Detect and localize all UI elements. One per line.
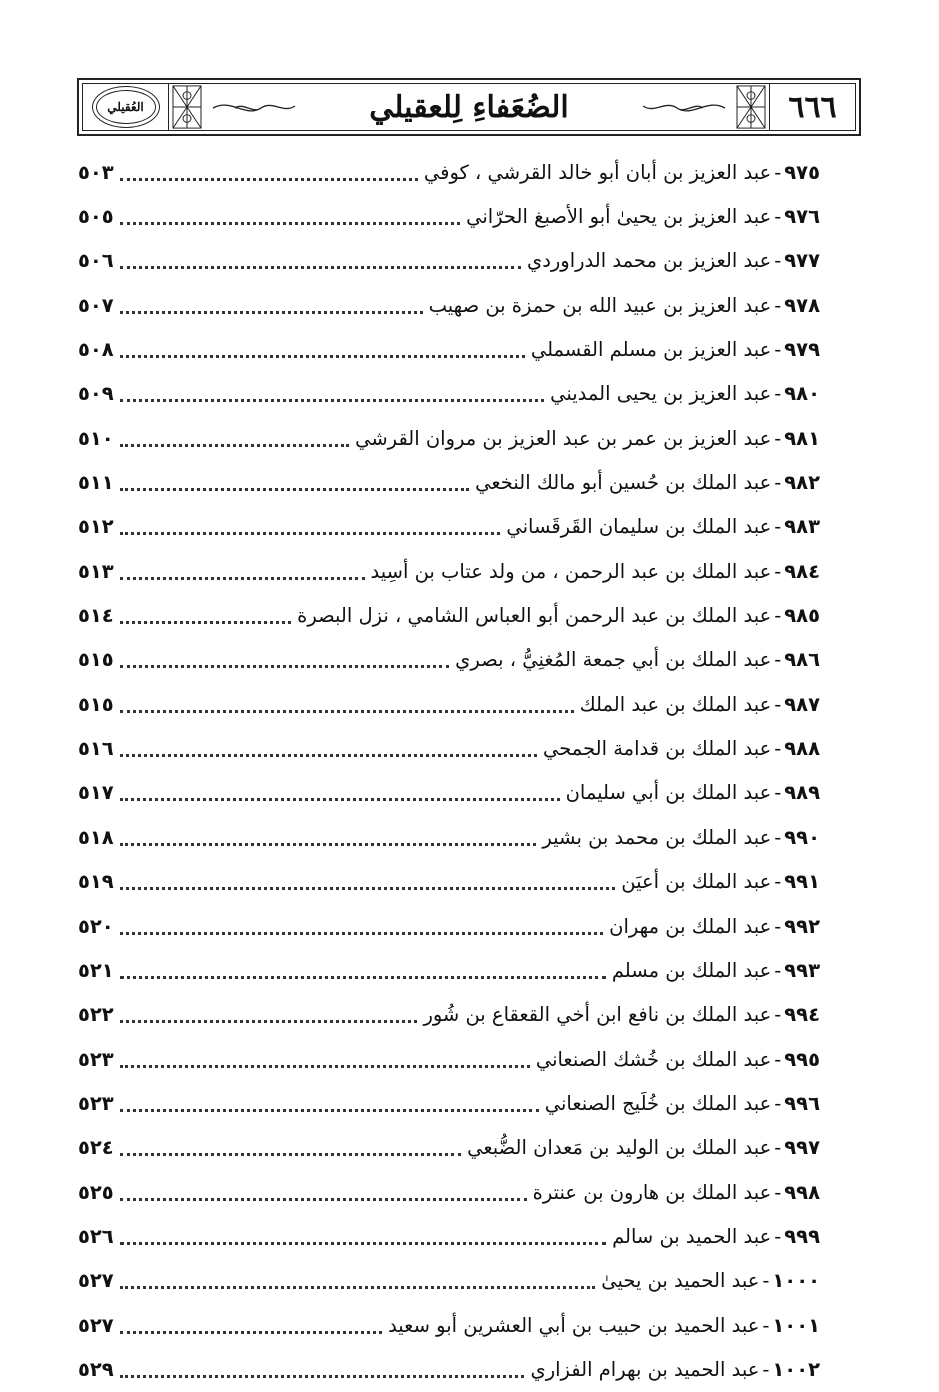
index-entry <box>78 682 820 726</box>
index-entry <box>78 1081 820 1125</box>
entry-page: ٥٢٥ <box>78 1180 114 1204</box>
index-entry <box>78 948 820 992</box>
index-entry <box>78 593 820 637</box>
entry-dash: - <box>762 1313 770 1337</box>
entry-number: ٩٩٤ <box>784 1003 820 1027</box>
entry-page: ٥٢١ <box>78 958 114 982</box>
dot-leader <box>120 798 560 801</box>
index-entry <box>78 416 820 460</box>
dot-leader <box>120 1242 606 1245</box>
entry-page: ٥١١ <box>78 471 114 495</box>
index-entry <box>78 1303 820 1347</box>
running-header <box>77 78 861 136</box>
entry-page: ٥٠٩ <box>78 382 114 406</box>
entry-page: ٥٢٧ <box>78 1269 114 1293</box>
page-number: ٦٦٦ <box>788 89 837 125</box>
entry-name: عبد العزيز بن عبيد الله بن حمزة بن صهيب <box>428 293 772 317</box>
entry-page: ٥١٩ <box>78 870 114 894</box>
entry-number: ٩٧٨ <box>784 293 820 317</box>
entry-page: ٥١٢ <box>78 515 114 539</box>
seal-emblem <box>92 86 160 128</box>
entry-page: ٥٢٣ <box>78 1091 114 1115</box>
index-entry <box>78 549 820 593</box>
index-entry <box>78 505 820 549</box>
entry-page: ٥١٥ <box>78 648 114 672</box>
dot-leader <box>120 665 449 668</box>
entry-dash: - <box>774 382 782 406</box>
entry-dash: - <box>774 1180 782 1204</box>
entry-name: عبد الملك بن الوليد بن مَعدان الضُّبعي <box>467 1136 772 1160</box>
entry-dash: - <box>774 648 782 672</box>
index-entry <box>78 815 820 859</box>
dot-leader <box>120 1153 461 1156</box>
entry-number: ٩٨٤ <box>784 559 820 583</box>
index-entry <box>78 860 820 904</box>
index-entry <box>78 327 820 371</box>
dot-leader <box>120 1375 525 1378</box>
dot-leader <box>120 843 537 846</box>
dot-leader <box>120 1020 418 1023</box>
lattice-ornament-right <box>735 84 767 130</box>
entry-name: عبد العزيز بن محمد الدراوردي <box>526 249 772 273</box>
entry-number: ٩٧٥ <box>784 160 820 184</box>
entry-page: ٥٢٧ <box>78 1313 114 1337</box>
entry-number: ٩٩٠ <box>784 825 820 849</box>
entry-dash: - <box>774 958 782 982</box>
index-entry <box>78 194 820 238</box>
entry-dash: - <box>774 471 782 495</box>
dot-leader <box>120 399 544 402</box>
entry-number: ٩٨٨ <box>784 737 820 761</box>
entry-name: عبد العزيز بن أبان أبو خالد القرشي ، كوفي <box>423 160 772 184</box>
entry-name: عبد الملك بن عبد الرحمن أبو العباس الشامي ، نزل البصرة <box>297 604 772 628</box>
entry-page: ٥٢٩ <box>78 1357 114 1381</box>
entry-number: ٩٨١ <box>784 426 820 450</box>
entry-page: ٥١٥ <box>78 692 114 716</box>
entry-dash: - <box>774 604 782 628</box>
entry-dash: - <box>774 1003 782 1027</box>
entry-page: ٥٢٦ <box>78 1224 114 1248</box>
entry-name: عبد العزيز بن يحيىٰ أبو الأصبغ الحرّاني <box>466 205 772 229</box>
seal-box <box>83 84 169 130</box>
entry-number: ٩٨٠ <box>784 382 820 406</box>
entry-number: ٩٩٩ <box>784 1224 820 1248</box>
index-entry <box>78 460 820 504</box>
entry-name: عبد الملك بن حُسين أبو مالك النخعي <box>475 471 772 495</box>
entry-number: ٩٩٨ <box>784 1180 820 1204</box>
entry-dash: - <box>774 870 782 894</box>
entry-dash: - <box>774 1091 782 1115</box>
entry-page: ٥٢٣ <box>78 1047 114 1071</box>
entry-number: ١٠٠٢ <box>772 1357 820 1381</box>
entry-dash: - <box>774 692 782 716</box>
entry-dash: - <box>774 249 782 273</box>
entry-page: ٥١٦ <box>78 737 114 761</box>
entry-name: عبد الملك بن خُلَيج الصنعاني <box>544 1091 772 1115</box>
entry-name: عبد الملك بن نافع ابن أخي القعقاع بن شُور <box>423 1003 772 1027</box>
entry-name: عبد الملك بن مهران <box>609 914 772 938</box>
index-entry <box>78 771 820 815</box>
entry-number: ٩٧٩ <box>784 338 820 362</box>
entry-dash: - <box>774 338 782 362</box>
entry-dash: - <box>774 1224 782 1248</box>
entry-name: عبد العزيز بن يحيى المديني <box>550 382 772 406</box>
header-title-area <box>243 84 695 130</box>
index-entry <box>78 1126 820 1170</box>
entry-number: ٩٩٥ <box>784 1047 820 1071</box>
header-frame <box>82 83 856 131</box>
dot-leader <box>120 710 574 713</box>
entry-number: ٩٩٢ <box>784 914 820 938</box>
entry-name: عبد الملك بن هارون بن عنترة <box>532 1180 772 1204</box>
dot-leader <box>120 577 365 580</box>
entry-number: ٩٩٣ <box>784 958 820 982</box>
index-entry <box>78 372 820 416</box>
dot-leader <box>120 1331 382 1334</box>
entry-number: ٩٨٧ <box>784 692 820 716</box>
entry-dash: - <box>774 559 782 583</box>
dot-leader <box>120 976 606 979</box>
dot-leader <box>120 355 525 358</box>
dot-leader <box>120 1109 539 1112</box>
entry-number: ٩٨٩ <box>784 781 820 805</box>
dot-leader <box>120 532 501 535</box>
entry-dash: - <box>774 781 782 805</box>
lattice-ornament-left <box>171 84 203 130</box>
dot-leader <box>120 444 349 447</box>
entry-name: عبد الملك بن أبي جمعة المُغنِيُّ ، بصري <box>455 648 772 672</box>
dot-leader <box>120 1065 530 1068</box>
entry-page: ٥٠٨ <box>78 338 114 362</box>
dot-leader <box>120 266 521 269</box>
entry-name: عبد الحميد بن حبيب بن أبي العشرين أبو سعيد <box>388 1313 760 1337</box>
dot-leader <box>120 488 469 491</box>
entry-name: عبد الملك بن أبي سليمان <box>565 781 772 805</box>
dot-leader <box>120 1286 596 1289</box>
entry-name: عبد الحميد بن بهرام الفزاري <box>530 1357 760 1381</box>
entry-page: ٥٠٣ <box>78 160 114 184</box>
index-entry <box>78 1259 820 1303</box>
entry-page: ٥٠٧ <box>78 293 114 317</box>
entry-number: ٩٨٦ <box>784 648 820 672</box>
entry-name: عبد الملك بن سليمان القَرقَساني <box>506 515 772 539</box>
entry-number: ٩٧٦ <box>784 205 820 229</box>
entry-dash: - <box>774 160 782 184</box>
entry-name: عبد الحميد بن سالم <box>612 1224 772 1248</box>
dot-leader <box>120 311 423 314</box>
entry-dash: - <box>774 825 782 849</box>
entry-page: ٥٢٠ <box>78 914 114 938</box>
entry-dash: - <box>774 515 782 539</box>
index-entry <box>78 150 820 194</box>
entry-page: ٥٢٤ <box>78 1136 114 1160</box>
entry-number: ٩٩١ <box>784 870 820 894</box>
dot-leader <box>120 178 418 181</box>
entry-dash: - <box>762 1357 770 1381</box>
entry-page: ٥٢٢ <box>78 1003 114 1027</box>
seal-text: العُقيلي <box>107 100 144 114</box>
entry-dash: - <box>774 737 782 761</box>
dot-leader <box>120 621 291 624</box>
entry-page: ٥٠٦ <box>78 249 114 273</box>
page-number-box <box>769 84 855 130</box>
entry-dash: - <box>774 293 782 317</box>
index-entry <box>78 1037 820 1081</box>
entry-dash: - <box>774 914 782 938</box>
index-entry <box>78 904 820 948</box>
index-entry <box>78 283 820 327</box>
index-entry <box>78 1214 820 1258</box>
entry-number: ٩٩٧ <box>784 1136 820 1160</box>
entry-name: عبد الحميد بن يحيىٰ <box>601 1269 760 1293</box>
index-entry <box>78 1170 820 1214</box>
entry-number: ٩٨٢ <box>784 471 820 495</box>
entry-name: عبد الملك بن أعيَن <box>621 870 772 894</box>
entry-dash: - <box>774 1136 782 1160</box>
entry-page: ٥١٤ <box>78 604 114 628</box>
entry-name: عبد الملك بن عبد الرحمن ، من ولد عتاب بن أسِيد <box>370 559 772 583</box>
entry-page: ٥١٠ <box>78 426 114 450</box>
entry-page: ٥٠٥ <box>78 205 114 229</box>
index-entry <box>78 726 820 770</box>
entry-number: ١٠٠٠ <box>772 1269 820 1293</box>
entry-number: ٩٨٣ <box>784 515 820 539</box>
entry-page: ٥١٣ <box>78 559 114 583</box>
entry-name: عبد العزيز بن مسلم القسملي <box>530 338 772 362</box>
entry-name: عبد الملك بن قدامة الجمحي <box>542 737 772 761</box>
entry-dash: - <box>774 205 782 229</box>
dot-leader <box>120 932 603 935</box>
dot-leader <box>120 1198 527 1201</box>
entry-name: عبد الملك بن مسلم <box>611 958 772 982</box>
index-entry <box>78 239 820 283</box>
entry-name: عبد الملك بن عبد الملك <box>579 692 772 716</box>
index-entry <box>78 993 820 1037</box>
entry-dash: - <box>774 426 782 450</box>
entry-number: ٩٩٦ <box>784 1091 820 1115</box>
book-title: الضُعَفاءِ لِلعقيلي <box>369 89 569 125</box>
entry-number: ٩٨٥ <box>784 604 820 628</box>
index-list <box>78 150 820 1392</box>
dot-leader <box>120 754 537 757</box>
entry-dash: - <box>774 1047 782 1071</box>
entry-page: ٥١٧ <box>78 781 114 805</box>
entry-dash: - <box>762 1269 770 1293</box>
dot-leader <box>120 887 616 890</box>
entry-name: عبد العزيز بن عمر بن عبد العزيز بن مروان القرشي <box>355 426 772 450</box>
entry-page: ٥١٨ <box>78 825 114 849</box>
entry-name: عبد الملك بن محمد بن بشير <box>542 825 772 849</box>
entry-number: ١٠٠١ <box>772 1313 820 1337</box>
entry-number: ٩٧٧ <box>784 249 820 273</box>
dot-leader <box>120 222 460 225</box>
entry-name: عبد الملك بن خُشك الصنعاني <box>535 1047 772 1071</box>
index-entry <box>78 638 820 682</box>
